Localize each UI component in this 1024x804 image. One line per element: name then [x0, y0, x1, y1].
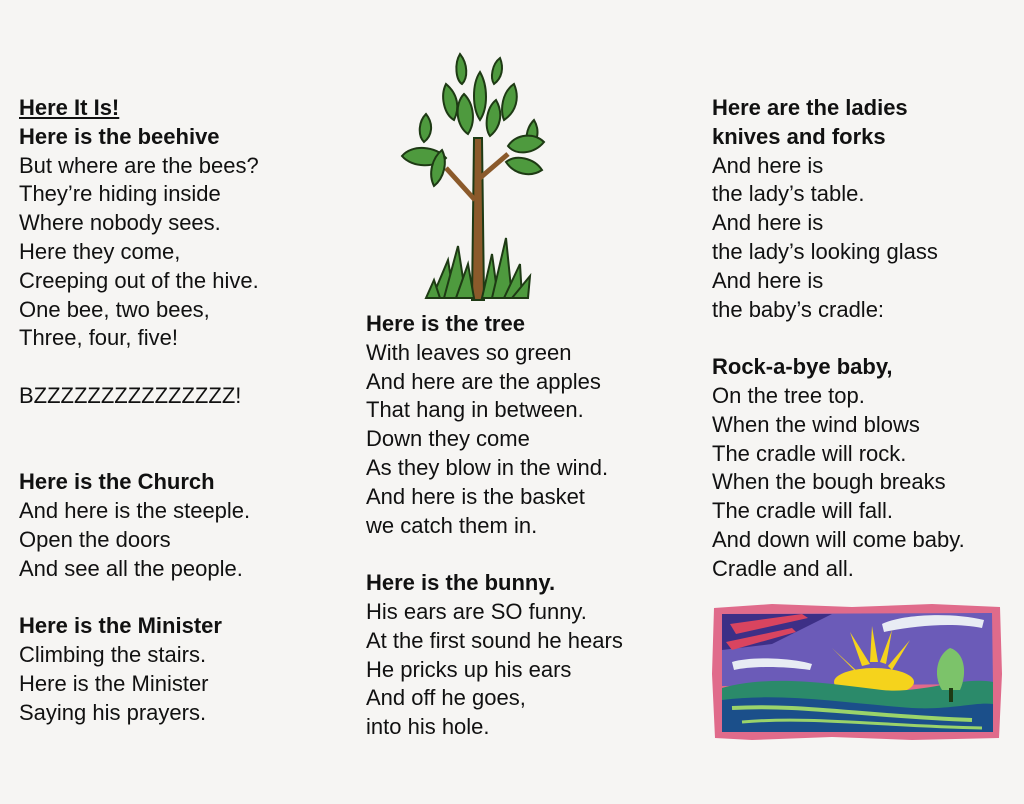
- poem-line: They’re hiding inside: [19, 181, 221, 207]
- poem-line: And off he goes,: [366, 685, 526, 711]
- poem-line: With leaves so green: [366, 339, 572, 365]
- poem-line: When the wind blows: [712, 411, 920, 437]
- poem-line: His ears are SO funny.: [366, 598, 587, 624]
- poem-line: And here is: [712, 152, 824, 178]
- minister-title: Here is the Minister: [19, 613, 222, 639]
- tree-title: Here is the tree: [366, 311, 525, 336]
- section-heading: Here It Is!: [19, 95, 120, 120]
- poem-line: And here is the steeple.: [19, 498, 251, 524]
- poem-line: Saying his prayers.: [19, 699, 207, 725]
- poem-line: Open the doors: [19, 526, 171, 552]
- poem-line: One bee, two bees,: [19, 296, 210, 322]
- church-title: Here is the Church: [19, 469, 215, 495]
- poem-line: And here are the apples: [366, 368, 601, 394]
- poem-line: And down will come baby.: [712, 526, 965, 552]
- poem-line: At the first sound he hears: [366, 627, 623, 653]
- tree-clipart-icon: [396, 50, 556, 302]
- poem-line: He pricks up his ears: [366, 656, 572, 682]
- rockabye-title: Rock-a-bye baby,: [712, 354, 893, 380]
- ladies-title-line: Here are the ladies: [712, 95, 908, 120]
- poem-line: And here is: [712, 210, 824, 236]
- beehive-title: Here is the beehive: [19, 123, 220, 149]
- poem-line: That hang in between.: [366, 397, 584, 423]
- poem-line: And here is the basket: [366, 483, 585, 509]
- poem-line: The cradle will rock.: [712, 440, 907, 466]
- poem-line: Climbing the stairs.: [19, 642, 207, 668]
- buzz-line: BZZZZZZZZZZZZZZZ!: [19, 382, 242, 408]
- poem-line: And here is: [712, 267, 824, 293]
- ladies-title-line: knives and forks: [712, 123, 886, 149]
- poem-line: Cradle and all.: [712, 555, 854, 581]
- poem-line: On the tree top.: [712, 382, 865, 408]
- poem-line: Down they come: [366, 426, 530, 452]
- poem-line: we catch them in.: [366, 512, 538, 538]
- bunny-title: Here is the bunny.: [366, 570, 556, 596]
- poem-line: Three, four, five!: [19, 325, 178, 351]
- poem-line: When the bough breaks: [712, 469, 946, 495]
- poem-line: And see all the people.: [19, 555, 243, 581]
- poem-column-left: [19, 94, 259, 728]
- poem-line: Creeping out of the hive.: [19, 267, 259, 293]
- poem-column-right: [712, 94, 965, 584]
- poem-line: Where nobody sees.: [19, 210, 221, 236]
- poem-line: the baby’s cradle:: [712, 296, 885, 322]
- poem-line: The cradle will fall.: [712, 498, 893, 524]
- poem-line: But where are the bees?: [19, 152, 259, 178]
- poem-line: into his hole.: [366, 714, 490, 740]
- poem-line: the lady’s table.: [712, 181, 865, 207]
- poem-line: Here is the Minister: [19, 670, 209, 696]
- poem-line: As they blow in the wind.: [366, 454, 609, 480]
- poem-line: Here they come,: [19, 238, 181, 264]
- sunset-landscape-icon: [712, 604, 1002, 740]
- poem-line: the lady’s looking glass: [712, 238, 938, 264]
- poem-column-middle: [366, 310, 623, 742]
